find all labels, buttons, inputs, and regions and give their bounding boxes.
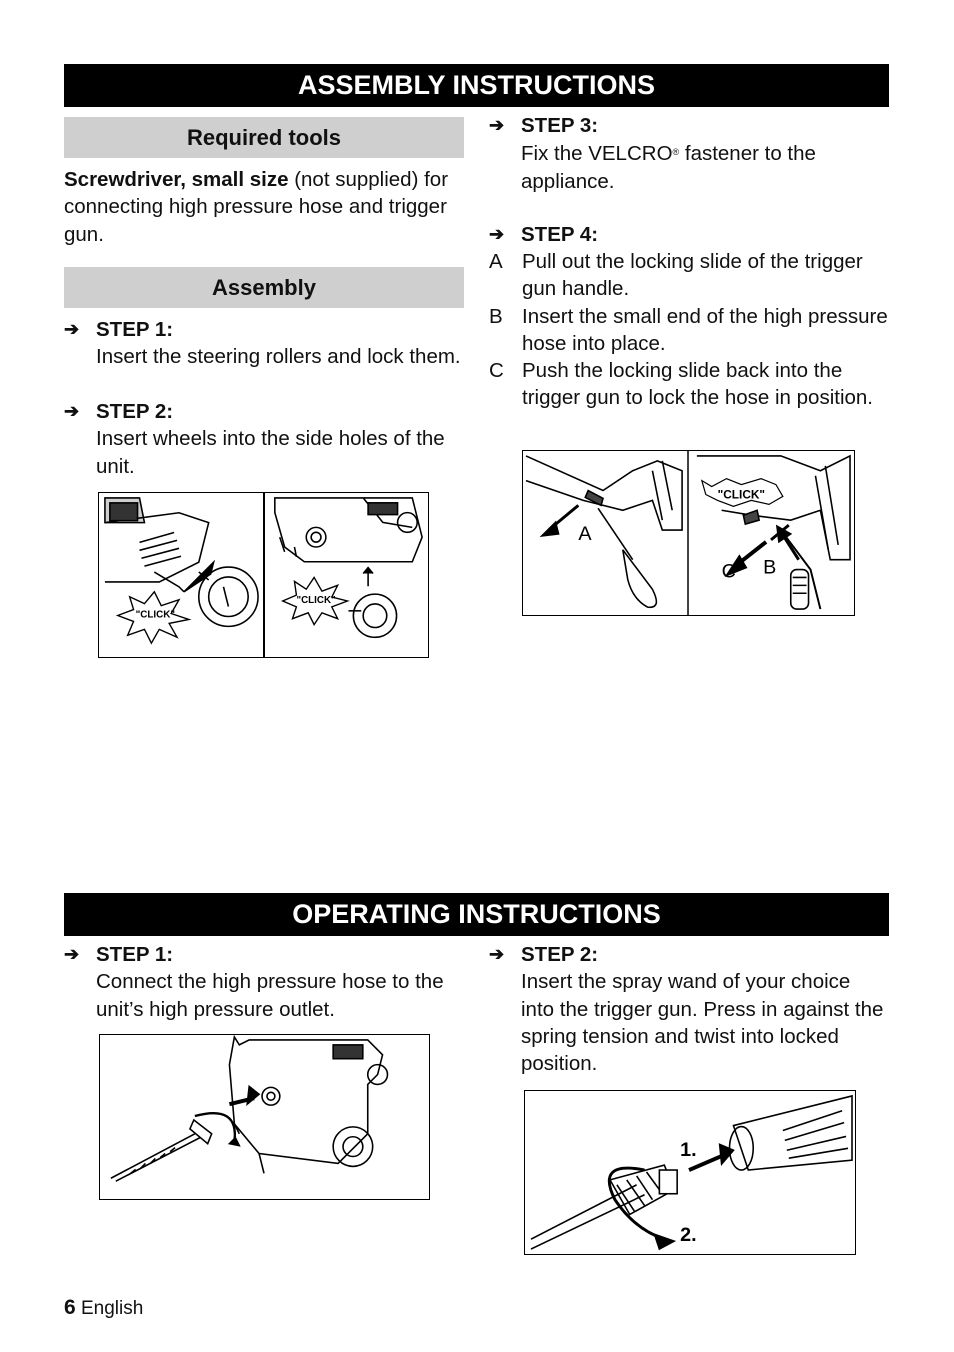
click-burst: [283, 577, 348, 624]
assembly-step-1: [96, 316, 464, 371]
list-item: [489, 248, 889, 303]
assembly-heading: Assembly: [64, 267, 464, 308]
step-text: Connect the high pressure hose to the unit’s high pressure outlet.: [96, 970, 444, 1021]
list-item: [489, 357, 889, 412]
step-text: [521, 139, 889, 195]
required-tools-heading: Required tools: [64, 117, 464, 158]
tool-description: (not supplied) for connecting high pressure hose and trigger gun.: [64, 168, 449, 246]
label-step-one: 1.: [680, 1139, 697, 1162]
label-c: C: [721, 560, 736, 583]
step-arrow-icon: ➔: [489, 944, 505, 964]
label-b: B: [763, 556, 777, 579]
click-label: "CLICK": [296, 594, 336, 606]
step-arrow-icon: ➔: [64, 319, 80, 339]
step-text-part: Fix the VELCRO: [521, 142, 673, 166]
spray-wand-illustration: [525, 1091, 855, 1254]
step-4-list: [489, 248, 889, 412]
step-label: STEP 2:: [96, 400, 174, 423]
wheel-illustration: [264, 493, 429, 656]
page-footer: [64, 1296, 143, 1320]
step-arrow-icon: ➔: [489, 224, 505, 244]
step-text: Insert the steering rollers and lock them.: [96, 345, 461, 369]
step-label: STEP 1:: [96, 318, 174, 341]
click-label: "CLICK": [717, 487, 766, 502]
step-arrow-icon: ➔: [64, 401, 80, 421]
click-label: "CLICK": [135, 609, 176, 621]
hose-connection-illustration: [100, 1035, 429, 1199]
figure-spray-wand: [524, 1090, 856, 1255]
step-label: STEP 1:: [96, 943, 174, 966]
step-arrow-icon: ➔: [489, 115, 505, 135]
figure-hose-connection: [99, 1034, 430, 1200]
click-burst: [118, 592, 189, 643]
operating-step-2: [521, 941, 889, 1077]
click-burst: [702, 479, 783, 507]
item-letter: C: [489, 359, 504, 383]
step-arrow-icon: ➔: [64, 944, 80, 964]
label-a: A: [578, 522, 592, 545]
item-text: Pull out the locking slide of the trigger gun handle.: [522, 250, 863, 301]
item-text: Insert the small end of the high pressure hose into place.: [522, 304, 888, 355]
step-text-part: fastener to the appliance.: [521, 142, 816, 193]
label-step-two: 2.: [680, 1224, 697, 1247]
operating-instructions-heading: OPERATING INSTRUCTIONS: [64, 893, 889, 936]
trigger-gun-illustration: [523, 451, 854, 615]
step-text: Insert the spray wand of your choice into the trigger gun. Press in against the spring tension and twist into locked position.: [521, 970, 884, 1076]
operating-step-1: [96, 941, 464, 1023]
step-label: STEP 4:: [521, 223, 599, 246]
list-item: [489, 303, 889, 358]
item-text: Push the locking slide back into the trigger gun to lock the hose in position.: [522, 359, 873, 410]
step-text: Insert wheels into the side holes of the unit.: [96, 427, 445, 478]
step-label: STEP 3:: [521, 114, 599, 137]
figure-trigger-gun-lock: [522, 450, 855, 616]
assembly-step-3: [521, 112, 889, 195]
assembly-instructions-heading: ASSEMBLY INSTRUCTIONS: [64, 64, 889, 107]
item-letter: B: [489, 304, 503, 328]
required-tools-text: [64, 166, 464, 248]
assembly-step-2: [96, 398, 464, 480]
figure-rollers-wheels: [98, 492, 429, 658]
language-label: English: [80, 1298, 144, 1319]
step-label: STEP 2:: [521, 943, 599, 966]
page-number: 6: [64, 1296, 76, 1319]
assembly-step-4-label: [521, 221, 598, 248]
registered-mark: ®: [672, 147, 680, 158]
tool-name: Screwdriver, small size: [64, 168, 289, 191]
item-letter: A: [489, 250, 503, 273]
